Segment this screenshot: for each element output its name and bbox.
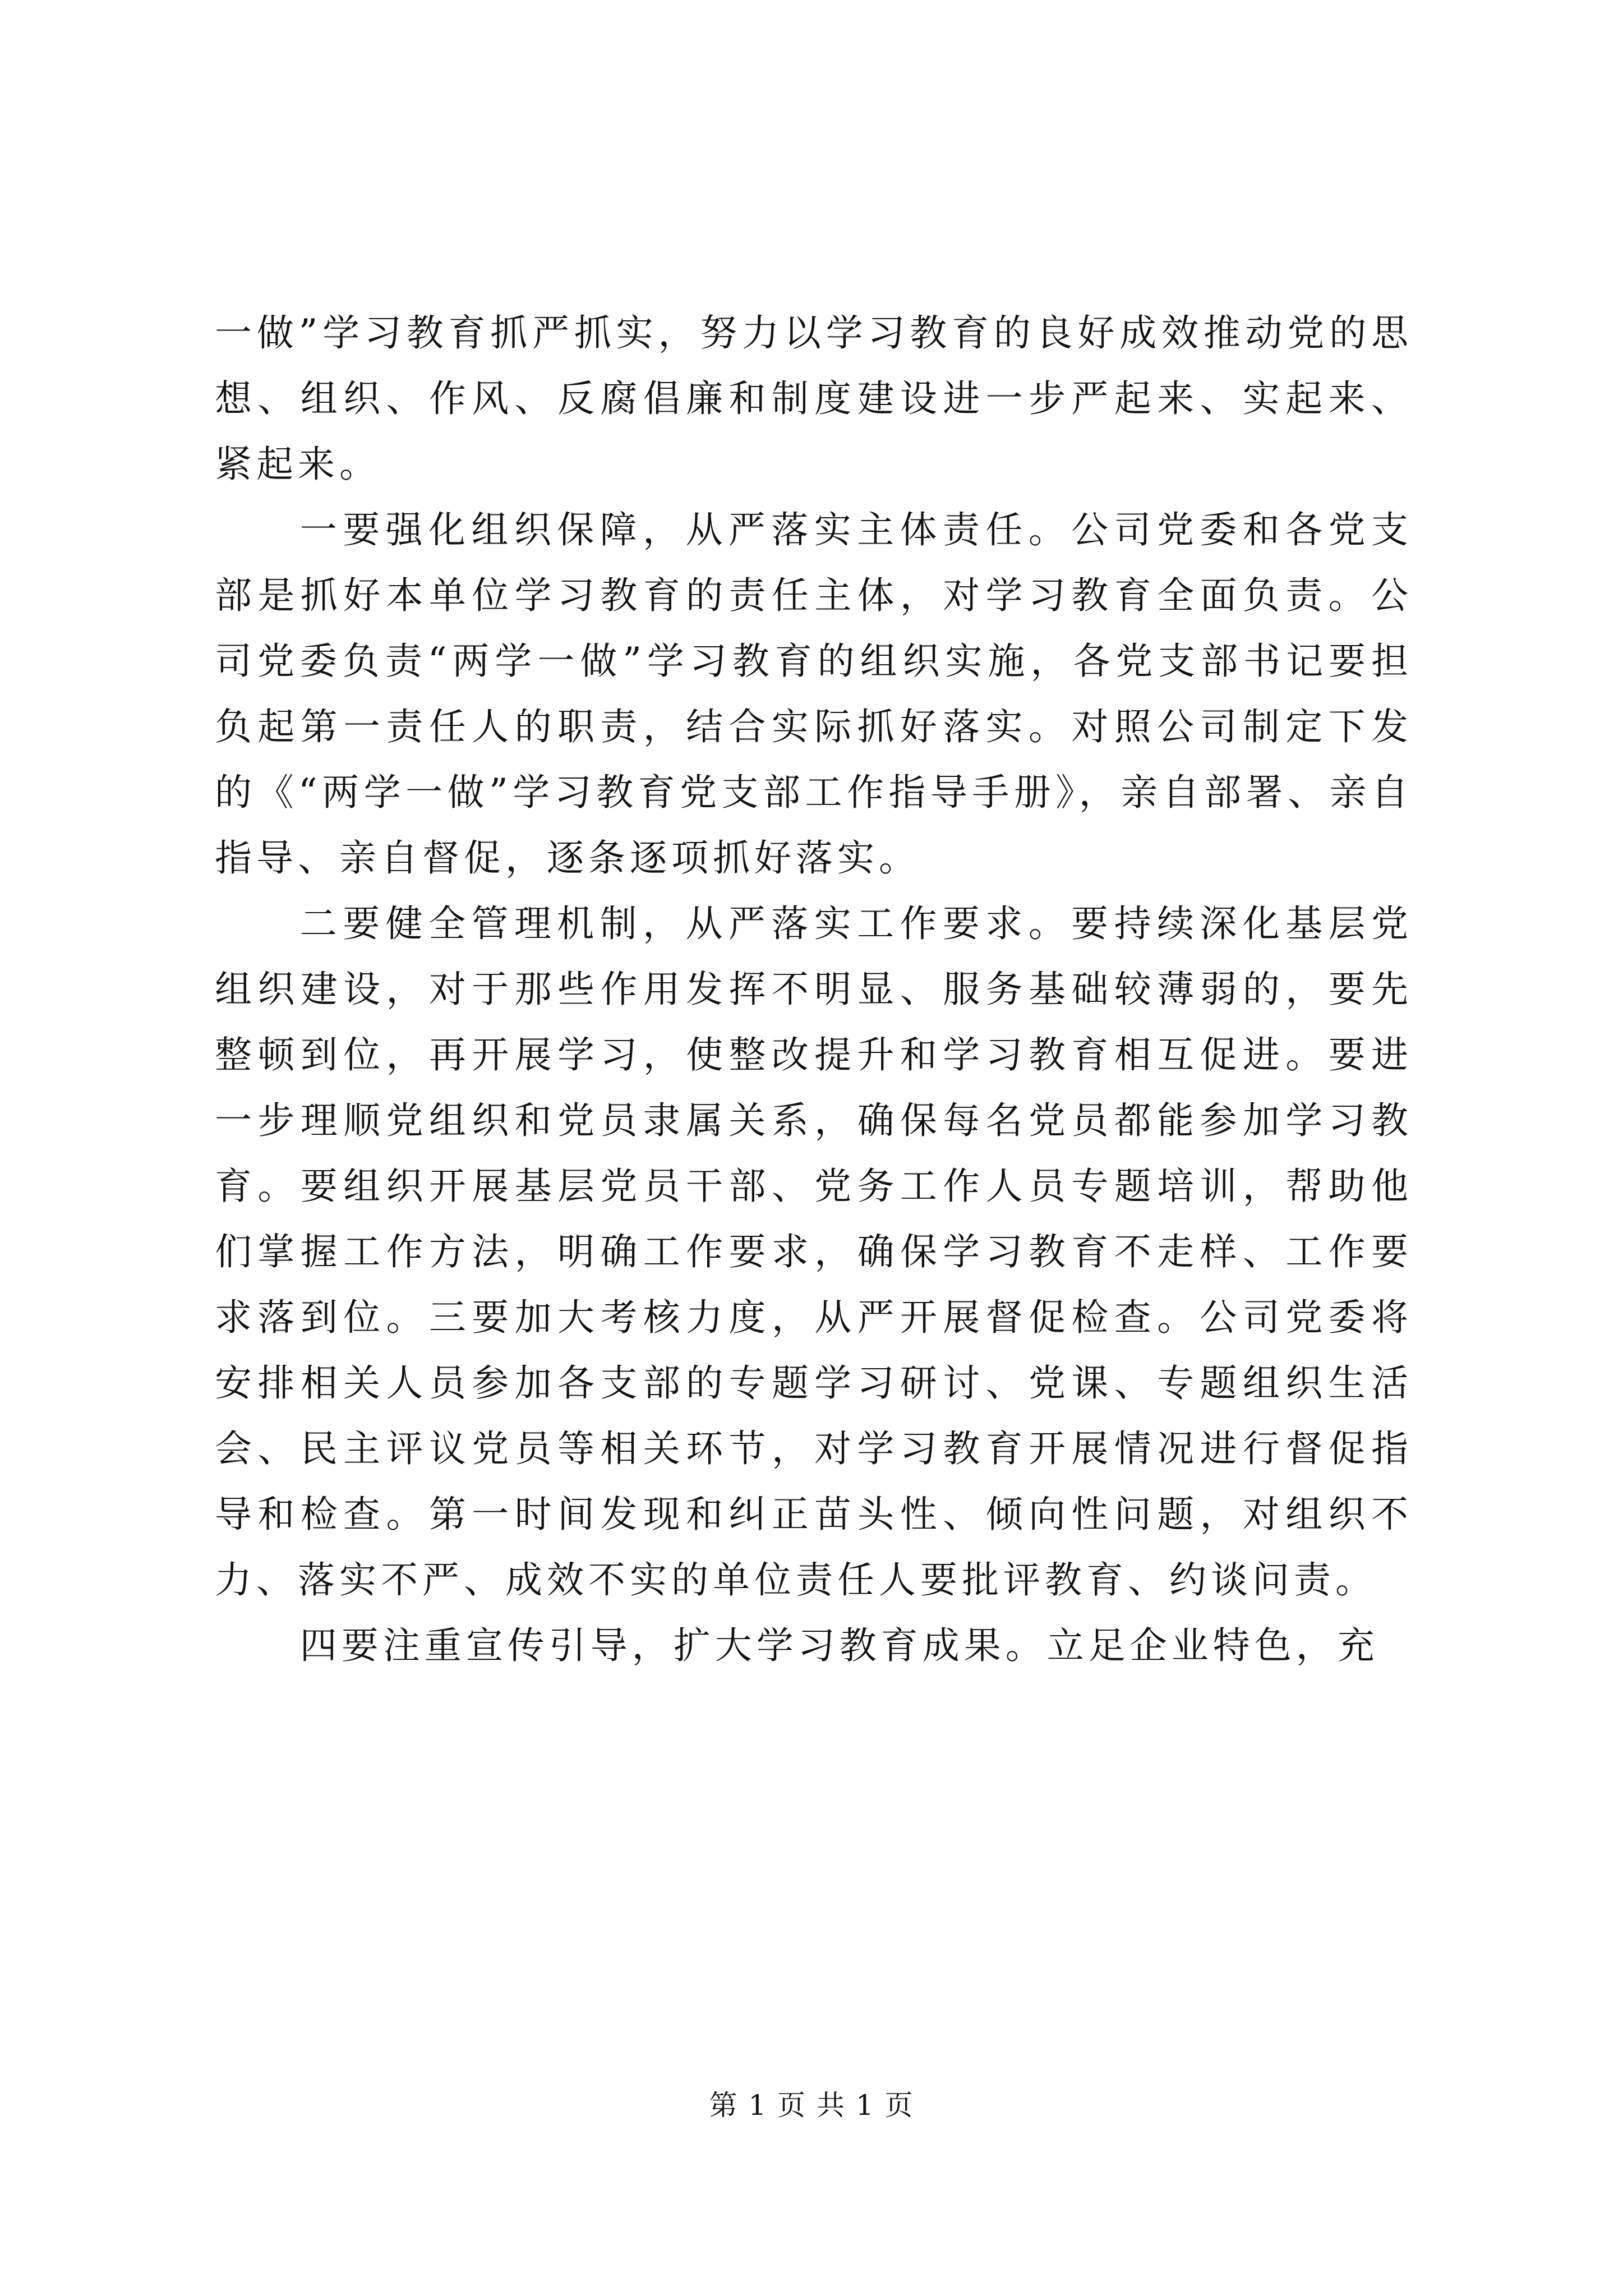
paragraph-continuation: 一做”学习教育抓严抓实，努力以学习教育的良好成效推动党的思想、组织、作风、反腐倡廉和制度建设进一步严起来、实起来、紧起来。 <box>215 311 1413 486</box>
paragraph-organizational-guarantee: 一要强化组织保障，从严落实主体责任。公司党委和各党支部是抓好本单位学习教育的责任主体，对学习教育全面负责。公司党委负责“两学一做”学习教育的组织实施，各党支部书记要担负起第一责任人的职责，结合实际抓好落实。对照公司制定下发的《“两学一做”学习教育党支部工作指导手册》，亲自部署、亲自指导、亲自督促，逐条逐项抓好落实。 <box>215 508 1413 880</box>
page-footer: 第 1 页 共 1 页 <box>709 2089 914 2122</box>
document-body <box>215 300 1413 1678</box>
paragraph-management-mechanism: 二要健全管理机制，从严落实工作要求。要持续深化基层党组织建设，对于那些作用发挥不明显、服务基础较薄弱的，要先整顿到位，再开展学习，使整改提升和学习教育相互促进。要进一步理顺党组织和党员隶属关系，确保每名党员都能参加学习教育。要组织开展基层党员干部、党务工作人员专题培训，帮助他们掌握工作方法，明确工作要求，确保学习教育不走样、工作要求落到位。三要加大考核力度，从严开展督促检查。公司党委将安排相关人员参加各支部的专题学习研讨、党课、专题组织生活会、民主评议党员等相关环节，对学习教育开展情况进行督促指导和检查。第一时间发现和纠正苗头性、倾向性问题，对组织不力、落实不严、成效不实的单位责任人要批评教育、约谈问责。 <box>215 902 1413 1602</box>
paragraph-publicity-guidance: 四要注重宣传引导，扩大学习教育成果。立足企业特色，充 <box>299 1624 1379 1667</box>
